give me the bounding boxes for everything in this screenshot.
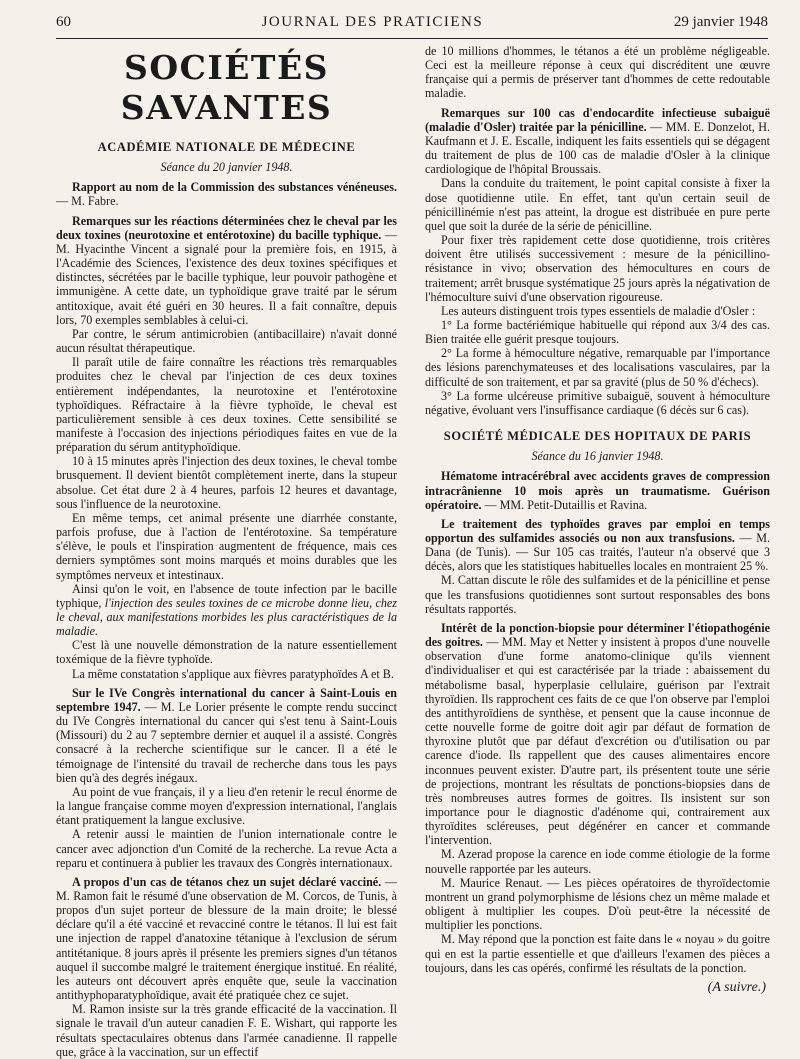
paragraph: M. Azerad propose la carence en iode comme étiologie de la forme nouvelle rapportée par les auteurs.	[425, 847, 770, 876]
article-text: — MM. Petit-Dutaillis et Ravina.	[481, 497, 648, 512]
academie-title: ACADÉMIE NATIONALE DE MÉDECINE	[97, 140, 356, 154]
hopitaux-title: SOCIÉTÉ MÉDICALE DES HOPITAUX DE PARIS	[443, 429, 752, 444]
article-title: Le traitement des typhoïdes graves par emploi en temps opportun des sulfamides associés ou non aux transfusions.	[425, 516, 770, 545]
page-number: 60	[56, 14, 71, 30]
paragraph	[56, 582, 397, 639]
paragraph: En même temps, cet animal présente une diarrhée constante, parfois profuse, due à l'action de l'entérotoxine. Sa température s'élève, le pouls et l'inspiration augmentent de fréquence, mais ces derniers symptômes sont moins marqués et moins durables que les symptômes nerveux et intestinaux.	[56, 510, 397, 582]
article-title: Remarques sur 100 cas d'endocardite infectieuse subaiguë (maladie d'Osler) traitée par la pénicilline.	[425, 105, 770, 134]
article-text: — MM. E. Donzelot, H. Kaufmann et J. E. Escalle, indiquent les faits essentiels qui se dégagent du traitement de plus de 100 cas de maladie d'Osler à la clinique cardiologique de l'hôpital Broussais.	[425, 119, 770, 177]
journal-title: JOURNAL DES PRATICIENS	[261, 14, 484, 30]
article-title: A propos d'un cas de tétanos chez un sujet déclaré vacciné.	[72, 874, 382, 889]
article-title: Intérêt de la ponction-biopsie pour déterminer l'étiopathogénie des goitres.	[425, 620, 770, 650]
article-remarques-toxines	[56, 214, 397, 327]
paragraph: Dans la conduite du traitement, le point capital consiste à fixer la dose quotidienne utile. En effet, tant qu'un certain seuil de pénicillinémie n'est pas atteint, la drogue est distribuée en pure perte quel que soit la durée de la série de pénicilline.	[425, 176, 770, 233]
paragraph: La même constatation s'applique aux fièvres paratyphoïdes A et B.	[72, 666, 394, 681]
paragraph: M. Maurice Renaut. — Les pièces opératoires de thyroïdectomie montrent un grand polymorphisme de lésions chez un même malade et obligent à multiplier les coupes. D'où peut-être la nécessité de multiplier les ponctions.	[425, 875, 770, 933]
article-title: Sur le IVe Congrès international du cancer à Saint-Louis en septembre 1947.	[56, 685, 397, 714]
paragraph: Au point de vue français, il y a lieu d'en retenir le recul énorme de la langue française comme moyen d'expression international, l'anglais étant pratiquement la langue exclusive.	[56, 784, 397, 828]
paragraph: A retenir aussi le maintien de l'union internationale contre le cancer avec adjonction d'un Comité de la recherche. La revue Acta a reparu et continuera à publier les travaux des Congrès internationaux.	[56, 827, 397, 870]
paragraph-text: Ainsi qu'on le voit, en l'absence de toute infection par le bacille typhique,	[56, 581, 397, 610]
running-header	[56, 14, 768, 36]
paragraph: Il paraît utile de faire connaître les réactions très remarquables produites chez le cheval par l'injection de ces deux toxines entièrement indépendantes, la neurotoxine et l'entérotoxine typhoïdiques. Réfractaire à la fièvre typhoïde, le cheval est particulièrement sensible à ces deux toxines. Cette sensibilité se manifeste à l'occasion des injections périodiques faites en vue de la préparation du sérum antityphoïdique.	[56, 355, 397, 455]
article-endocardite	[425, 106, 770, 177]
article-text: — M. Ramon fait le résumé d'une observation de M. Corcos, de Tunis, à propos d'un sujet porteur de blessure de la main droite; le blessé déclare qu'il a été vacciné et revacciné contre le tétanos. Il lui est fait une injection de rappel d'anatoxine tétanique à l'exclusion de sérum antitétanique. 8 jours après il présente les premiers signes d'un tétanos auquel il succombe malgré le traitement énergique institué. En réalité, les auteurs ont découvert après enquête que, seule la vaccination antithyphoparatyphoïdique, avait été pratiquée chez ce sujet.	[56, 874, 397, 1003]
article-text: — M. Fabre.	[56, 194, 119, 209]
left-column	[56, 44, 398, 1059]
paragraph: 3° La forme ulcéreuse primitive subaiguë, souvent à hémoculture négative, évoluant vers l'insuffisance cardiaque (6 décès sur 6 cas).	[425, 388, 770, 417]
paragraph-continuation: de 10 millions d'hommes, le tétanos a été un problème négligeable. Ceci est la meilleure réponse à ceux qui discréditent une œuvre française qui a permis de préserver tant d'hommes de cette redoutable maladie.	[425, 44, 770, 101]
paragraph: Pour fixer très rapidement cette dose quotidienne, trois critères doivent être utilisés successivement : mesure de la pénicillino-résistance in vivo; observation des hémocultures en cours de traitement; arrêt brusque systématique 25 jours après la négativation de l'hémoculture suivi d'une observation rigoureuse.	[425, 233, 770, 304]
article-congres-cancer	[56, 686, 397, 785]
issue-date: 29 janvier 1948	[673, 14, 768, 30]
to-be-continued: (A suivre.)	[707, 979, 766, 995]
right-column	[425, 44, 770, 1019]
article-typhoides	[425, 517, 770, 574]
article-title: Hématome intracérébral avec accidents graves de compression intracrânienne 10 mois après un traumatisme. Guérison opératoire.	[425, 469, 770, 512]
paragraph-italic: l'injection des seules toxines de ce microbe donne lieu, chez le cheval, aux manifestations morbides les plus caractéristiques de la maladie.	[56, 595, 397, 639]
paragraph: C'est là une nouvelle démonstration de la nature essentiellement toxémique de la fièvre typhoïde.	[56, 638, 397, 667]
article-rapport	[56, 180, 397, 208]
paragraph: M. Cattan discute le rôle des sulfamides et de la pénicilline et pense que les transfusions quotidiennes sont surtout responsables des bons résultats rapportés.	[425, 573, 770, 616]
paragraph: 10 à 15 minutes après l'injection des deux toxines, le cheval tombe brusquement. Il devient bientôt complètement inerte, dans la stupeur absolue. Cet état dure 2 à 4 heures, parfois 12 heures et davantage, sous l'influence de la neurotoxine.	[56, 454, 397, 511]
article-text: — M. Hyacinthe Vincent a signalé pour la première fois, en 1915, à l'Académie des Sciences, l'existence des deux toxines spécifiques et distinctes, sécrétées par le bacille typhique, leur pouvoir pathogène et immunigène. A cette date, un typhoïdique grave traité par le sérum antitoxique, avait été guéri en 30 heures. Il a fait connaître, depuis lors, 70 exemples semblables à celui-ci.	[56, 227, 397, 327]
paragraph: 1° La forme bactériémique habituelle qui répond aux 3/4 des cas. Bien traitée elle guérit presque toujours.	[425, 317, 770, 347]
article-text: — MM. May et Netter y insistent à propos d'une nouvelle observation d'une forme anatomo-clinique qu'ils viennent d'individualiser et qui est caractérisée par la triade : abaissement du métabolisme basal, hyperplasie cellulaire, guérison par l'extrait thyroïdien. Ils rapprochent ces faits de ce que l'on observe par l'emploi des antithyroïdiens de synthèse, et pensent que la cause inconnue de cette nouvelle forme de goitre doit agir par défaut de formation de thyroxine plutôt que par défaut d'excrétion ou d'utilisation ou par carence d'iode. Ils rappellent que des causes alimentaires encore inconnues peuvent exister. D'autre part, ils présentent toute une série de projections, montrant les résultats de ponctions-biopsies dans de très nombreuses autres formes de goitres. Ils insistent sur son importance pour le diagnostic d'adénome qui, contrairement aux thyroïdites scléreuses, peut dégénérer en cancer et commande l'intervention.	[425, 635, 770, 848]
article-ponction-biopsie	[425, 621, 770, 848]
section-banner: SOCIÉTÉS SAVANTES	[120, 48, 333, 127]
article-text: — M. Dana (de Tunis). — Sur 105 cas traités, l'auteur n'a observé que 3 décès, alors que les statistiques habituelles locales en montraient 25 %.	[425, 531, 771, 574]
hopitaux-seance: Séance du 16 janvier 1948.	[531, 449, 664, 464]
paragraph: 2° La forme à hémoculture négative, remarquable par l'importance des lésions parenchymateuses et des localisations vasculaires, par la difficulté de son traitement, et par sa gravité (plus de 50 % d'échecs).	[425, 346, 770, 389]
academie-seance: Séance du 20 janvier 1948.	[160, 160, 293, 175]
article-title: Remarques sur les réactions déterminées chez le cheval par les deux toxines (neurotoxine et entérotoxine) du bacille typhique.	[56, 213, 397, 242]
article-tetanos	[56, 875, 397, 1002]
article-text: — M. Le Lorier présente le compte rendu succinct du IVe Congrès international du cancer qui s'est tenu à Saint-Louis (Missouri) du 2 au 7 septembre dernier et auquel il a assisté. Congrès consacré à la recherche scientifique sur le cancer. Il a été le témoignage de l'intensité du travail de recherche dans tous les pays bien qu'à des degrés inégaux.	[56, 699, 398, 785]
article-title: Rapport au nom de la Commission des substances vénéneuses.	[72, 180, 397, 195]
paragraph: M. Ramon insiste sur la très grande efficacité de la vaccination. Il signale le travail d'un auteur canadien F. E. Wishart, qui rapporte les résultats spectaculaires obtenus dans l'armée canadienne. Il rappelle que, grâce à la vaccination, sur un effectif	[56, 1002, 397, 1059]
paragraph: Les auteurs distinguent trois types essentiels de maladie d'Osler :	[441, 303, 756, 318]
header-rule	[56, 38, 768, 39]
paragraph: M. May répond que la ponction est faite dans le « noyau » du goitre qui en est la partie essentielle et que d'ailleurs l'examen des pièces a toujours, dans les cas opérés, confirmé les résultats de la ponction.	[425, 932, 770, 975]
article-hematome	[425, 469, 770, 511]
paragraph: Par contre, le sérum antimicrobien (antibacillaire) n'avait donné aucun résultat thérapeutique.	[56, 326, 397, 356]
